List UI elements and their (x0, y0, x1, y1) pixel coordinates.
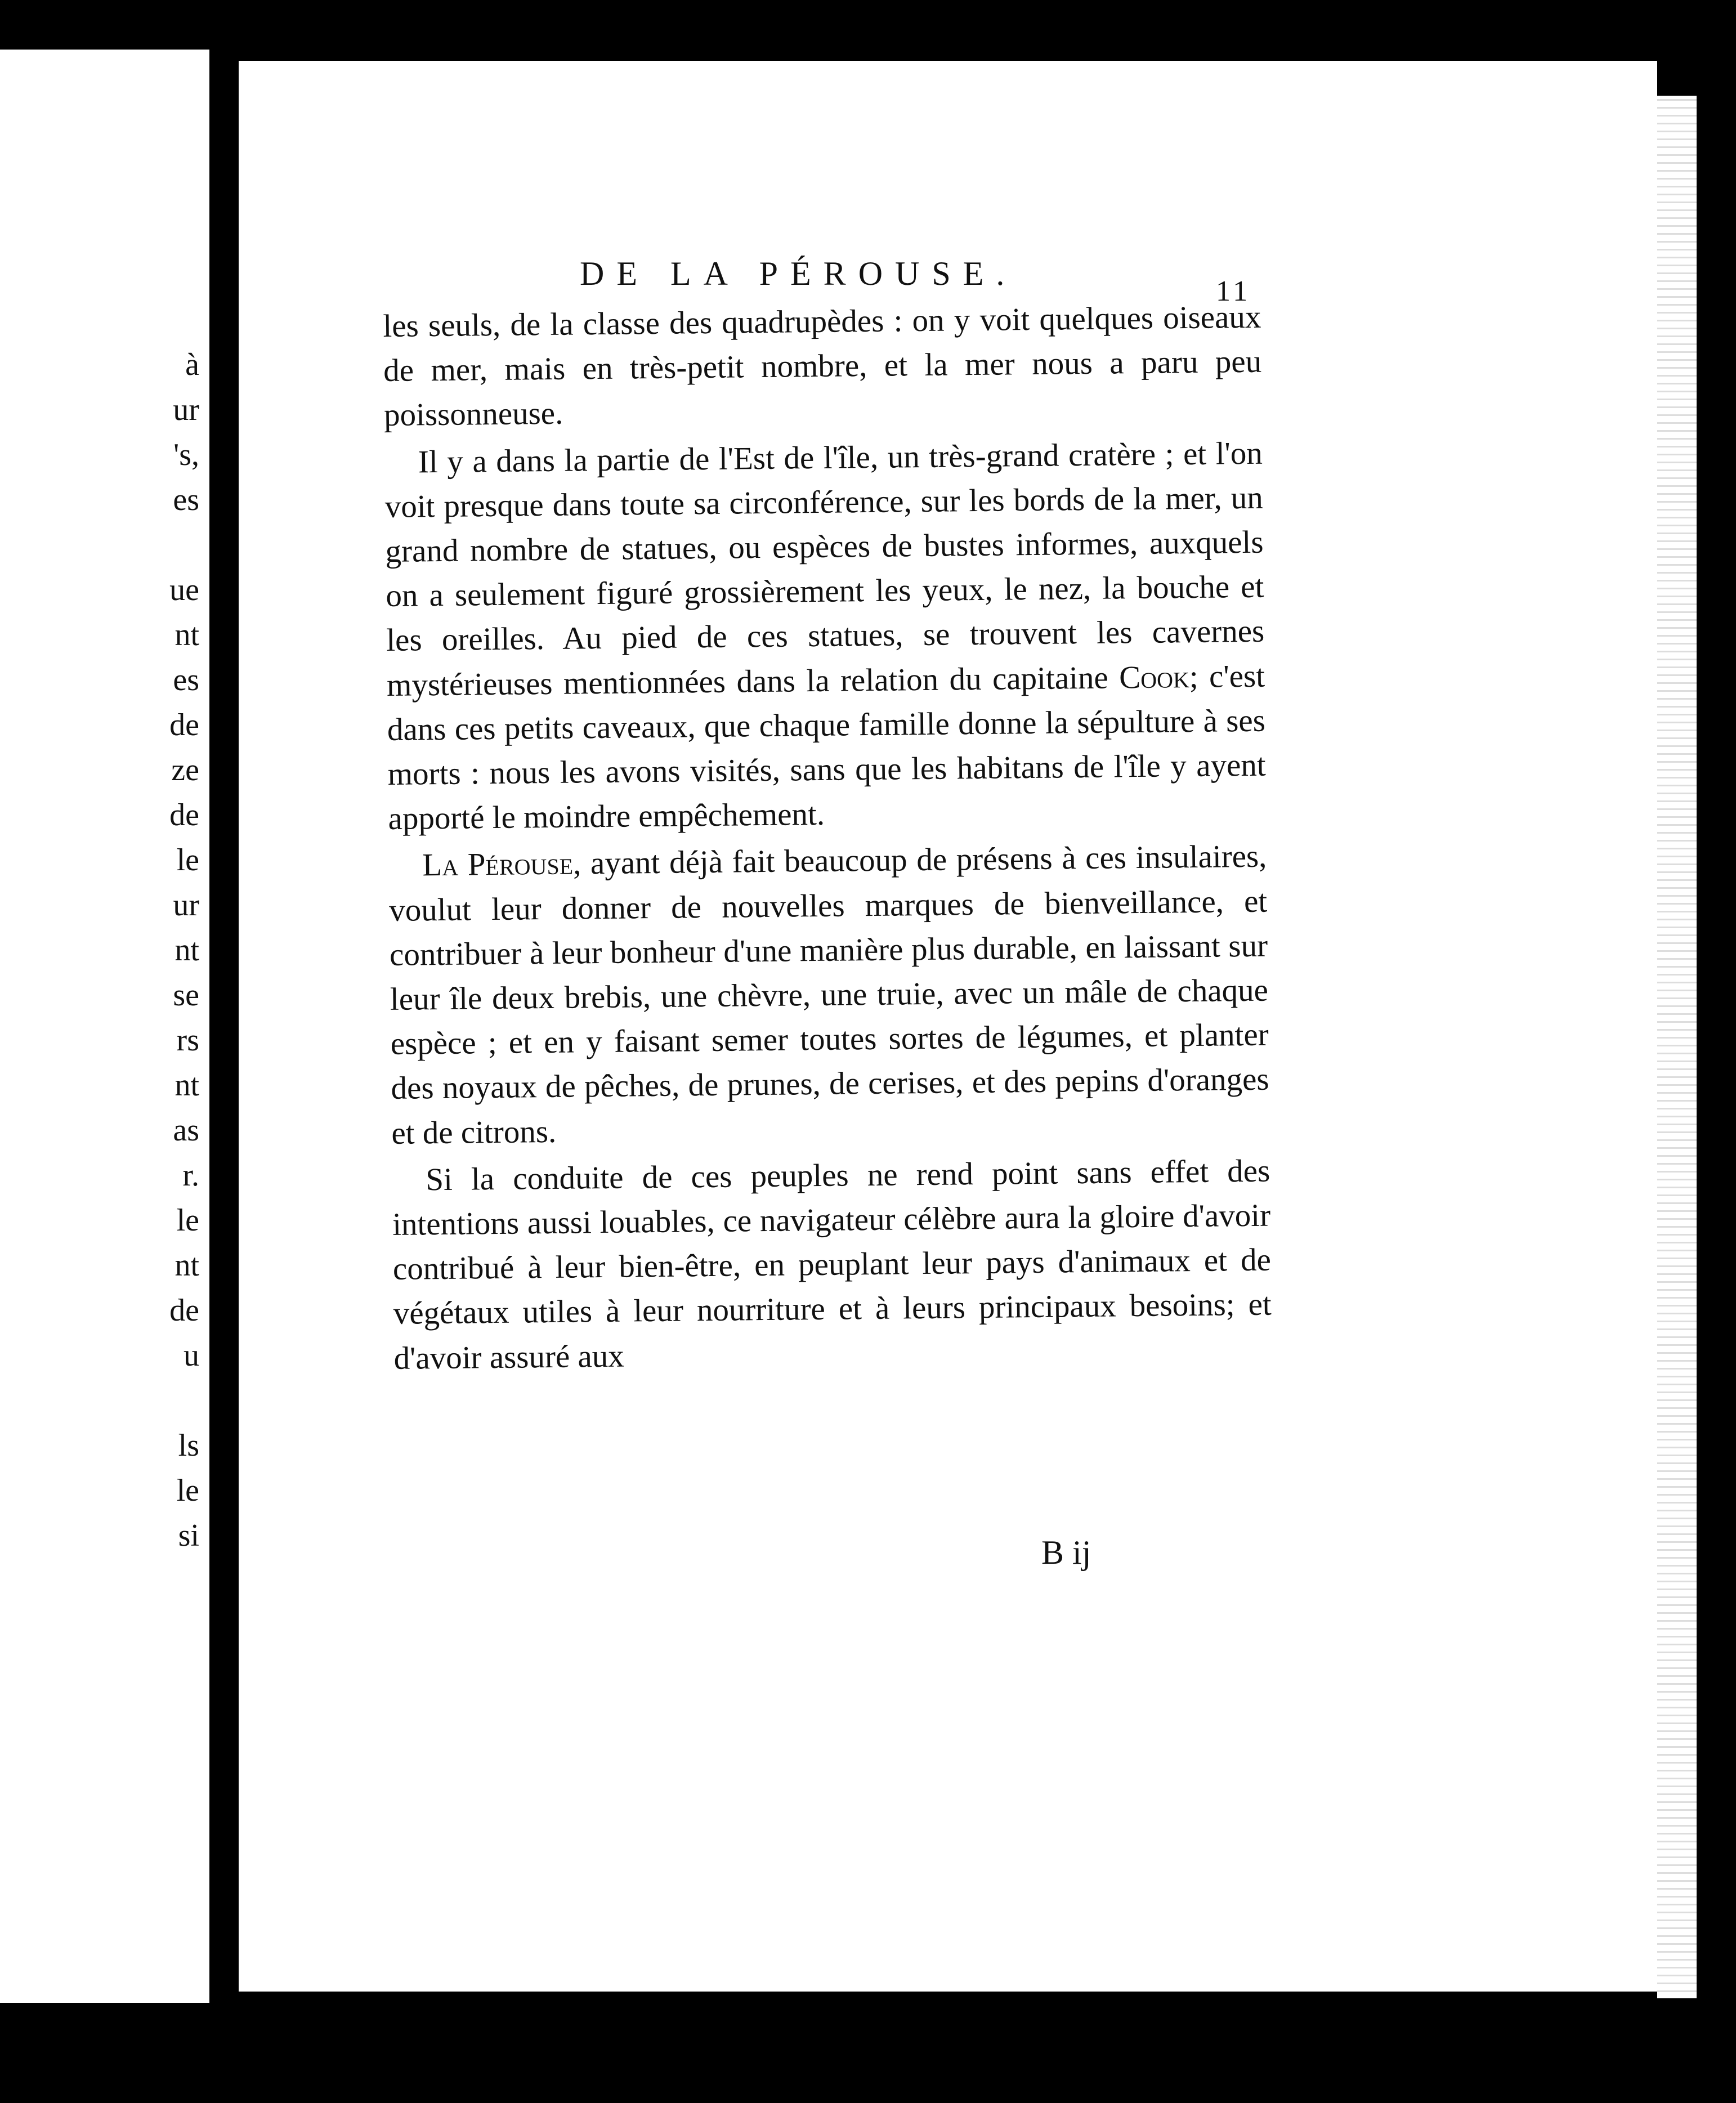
line-fragment: si (178, 1518, 199, 1553)
line-fragment: ur (173, 392, 199, 427)
main-text (383, 295, 1272, 1381)
line-fragment: as (173, 1113, 199, 1148)
line-fragment: de (169, 1293, 199, 1328)
line-fragment: es (173, 663, 199, 697)
running-head: DE LA PÉROUSE. (580, 255, 1017, 292)
line-fragment: 's, (173, 437, 199, 472)
facing-page-fragment (0, 50, 209, 2003)
line-fragment: ze (171, 753, 199, 787)
text-run: , ayant déjà fait beaucoup de présens à ces insulaires, voulut leur donner de nouvelles marques de bienveillance, et contribuer à leur bonheur d'une manière plus durable, en laissant sur leur île deux brebis, une chèvre, une truie, avec un mâle de chaque espèce ; et en y faisant semer toutes sortes de légumes, et planter des noyaux de pêches, de prunes, de cerises, et des pepins d'oranges et de citrons. (388, 839, 1269, 1151)
paragraph (384, 431, 1267, 841)
paragraph: Si la conduite de ces peuples ne rend point sans effet des intentions aussi louables, ce navigateur célèbre aura la gloire d'avoir contribué à leur bien-être, en peuplant leur pays d'animaux et de végétaux utiles à leur nourriture et à leurs principaux besoins; et d'avoir assuré aux (392, 1153, 1272, 1376)
book-gutter (209, 50, 239, 2053)
line-fragment: ls (178, 1428, 199, 1463)
line-fragment: u (184, 1338, 199, 1373)
line-fragment: le (176, 843, 199, 878)
line-fragment (169, 522, 199, 567)
line-fragment: nt (175, 618, 199, 652)
text-run: ; c'est dans ces petits caveaux, que chaque famille donne la sépulture à ses morts : nous les avons visités, sans que les habitans de l'île y ayent apporté le moindre empêchement. (387, 658, 1266, 837)
line-fragment: nt (175, 1068, 199, 1103)
line-fragment: le (176, 1203, 199, 1238)
line-fragment: ur (173, 888, 199, 923)
line-fragment (169, 1378, 199, 1423)
paragraph (388, 834, 1270, 1156)
line-fragment: rs (176, 1023, 199, 1058)
line-fragment: à (185, 347, 199, 382)
line-fragment: nt (175, 1248, 199, 1283)
line-fragment: es (173, 482, 199, 517)
facing-page-line-ends (169, 342, 199, 1558)
page-number: 11 (1216, 275, 1251, 307)
line-fragment: nt (175, 933, 199, 968)
page-edge (1657, 96, 1697, 1998)
paragraph: les seuls, de la classe des quadrupèdes : on y voit quelques oiseaux de mer, mais en très-petit nombre, et la mer nous a paru peu poissonneuse. (383, 299, 1262, 433)
line-fragment: le (176, 1473, 199, 1508)
line-fragment: se (173, 978, 199, 1013)
signature-mark: B ij (1041, 1534, 1091, 1571)
text-run: Il y a dans la partie de l'Est de l'île, un très-grand cratère ; et l'on voit presque dans toute sa circonférence, sur les bords de la mer, un grand nombre de statues, ou espèces de bustes informes, auxquels on a seulement figuré grossièrement les yeux, le nez, la bouche et les oreilles. Au pied de ces statues, se trouvent les cavernes mystérieuses mentionnées dans la relation du capitaine (384, 435, 1265, 703)
line-fragment: de (169, 798, 199, 833)
line-fragment: de (169, 708, 199, 742)
line-fragment: ue (169, 572, 199, 607)
proper-name: La Pérouse (422, 845, 574, 883)
line-fragment: r. (182, 1158, 199, 1193)
proper-name: Cook (1118, 659, 1190, 695)
